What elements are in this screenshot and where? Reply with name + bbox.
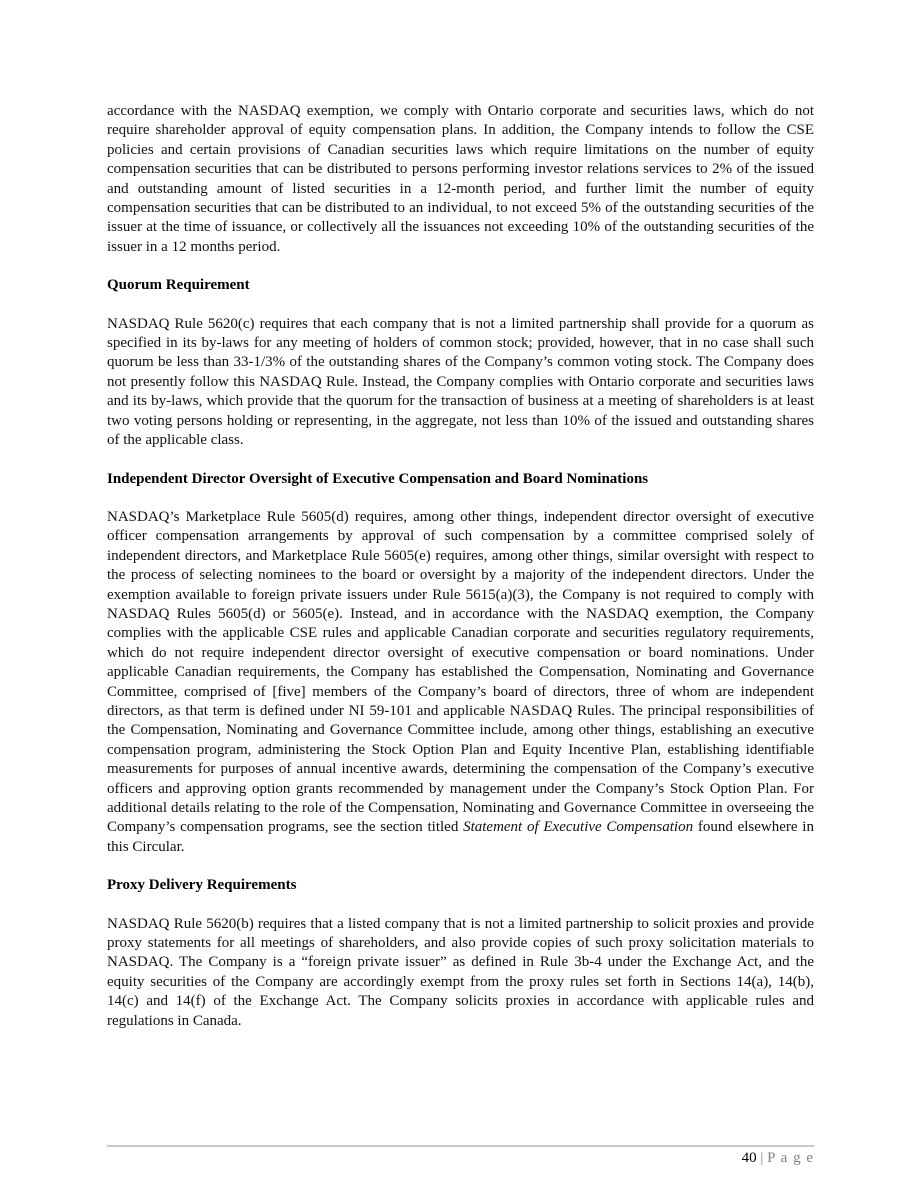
paragraph-oversight-text-before-italic: NASDAQ’s Marketplace Rule 5605(d) requires, among other things, independent director oversight of executive officer compensation arrangements by approval of such compensation by a committee comprised solely of independent directors, and Marketplace Rule 5605(e) requires, among other things, similar oversight with respect to the process of selecting nominees to the board or oversight by a majority of the independent directors. Under the exemption available to foreign private issuers under Rule 5615(a)(3), the Company is not required to comply with NASDAQ Rules 5605(d) or 5605(e). Instead, and in accordance with the NASDAQ exemption, the Company complies with the applicable CSE rules and applicable Canadian corporate and securities regulatory requirements, which do not require independent director oversight of executive compensation or board nominations. Under applicable Canadian requirements, the Company has established the Compensation, Nominating and Governance Committee, comprised of [five] members of the Company’s board of directors, three of whom are independent directors, as that term is defined under NI 59-101 and applicable NASDAQ Rules. The principal responsibilities of the Compensation, Nominating and Governance Committee include, among other things, establishing an executive compensation program, administering the Stock Option Plan and Equity Incentive Plan, establishing identifiable measurements for purposes of annual incentive awards, determining the compensation of the Company’s executive officers and approving option grants recommended by management under the Company’s Stock Option Plan. For additional details relating to the role of the Compensation, Nominating and Governance Committee in overseeing the Company’s compensation programs, see the section titled	[107, 508, 814, 836]
page-footer	[107, 1145, 814, 1168]
paragraph-oversight-text-after-italic: found elsewhere in this Circular.	[107, 819, 814, 855]
footer-separator: |	[760, 1150, 764, 1166]
statement-of-executive-compensation-reference: Statement of Executive Compensation	[463, 819, 694, 836]
section-heading-proxy-delivery-requirements: Proxy Delivery Requirements	[107, 877, 297, 894]
paragraph-nasdaq-exemption-continuation: accordance with the NASDAQ exemption, we comply with Ontario corporate and securities laws, which do not require shareholder approval of equity compensation plans. In addition, the Company intends to follow the CSE policies and certain provisions of Canadian securities laws which require limitations on the number of equity compensation securities that can be distributed to persons performing investor relations services to 2% of the issued and outstanding amount of listed securities in a 12-month period, and further limit the number of equity compensation securities that can be distributed to an individual, to not exceed 5% of the outstanding securities of the issuer at the time of issuance, or collectively all the issuances not exceeding 10% of the outstanding securities of the issuer in a 12 months period.	[107, 103, 814, 255]
document-body	[107, 102, 814, 1050]
footer-page-label: P a g e	[767, 1150, 814, 1166]
footer-page-number: 40	[741, 1150, 757, 1166]
paragraph-proxy-delivery-requirements: NASDAQ Rule 5620(b) requires that a listed company that is not a limited partnership to solicit proxies and provide proxy statements for all meetings of shareholders, and also provide copies of such proxy solicitation materials to NASDAQ. The Company is a “foreign private issuer” as defined in Rule 3b-4 under the Exchange Act, and the equity securities of the Company are accordingly exempt from the proxy rules set forth in Sections 14(a), 14(b), 14(c) and 14(f) of the Exchange Act. The Company solicits proxies in accordance with applicable rules and regulations in Canada.	[107, 915, 814, 1029]
footer-divider	[107, 1145, 814, 1147]
paragraph-quorum-requirement: NASDAQ Rule 5620(c) requires that each company that is not a limited partnership shall provide for a quorum as specified in its by-laws for any meeting of holders of common stock; provided, however, that in no case shall such quorum be less than 33-1/3% of the outstanding shares of the Company’s common voting stock. The Company does not presently follow this NASDAQ Rule. Instead, the Company complies with Ontario corporate and securities laws and its by-laws, which provide that the quorum for the transaction of business at a meeting of shareholders is at least two voting persons holding or representing, in the aggregate, not less than 10% of the issued and outstanding shares of the applicable class.	[107, 315, 814, 449]
footer-page-indicator	[107, 1149, 814, 1168]
paragraph-independent-director-oversight	[107, 508, 814, 857]
section-heading-independent-director-oversight: Independent Director Oversight of Executive Compensation and Board Nominations	[107, 470, 649, 487]
section-heading-quorum-requirement: Quorum Requirement	[107, 277, 250, 294]
